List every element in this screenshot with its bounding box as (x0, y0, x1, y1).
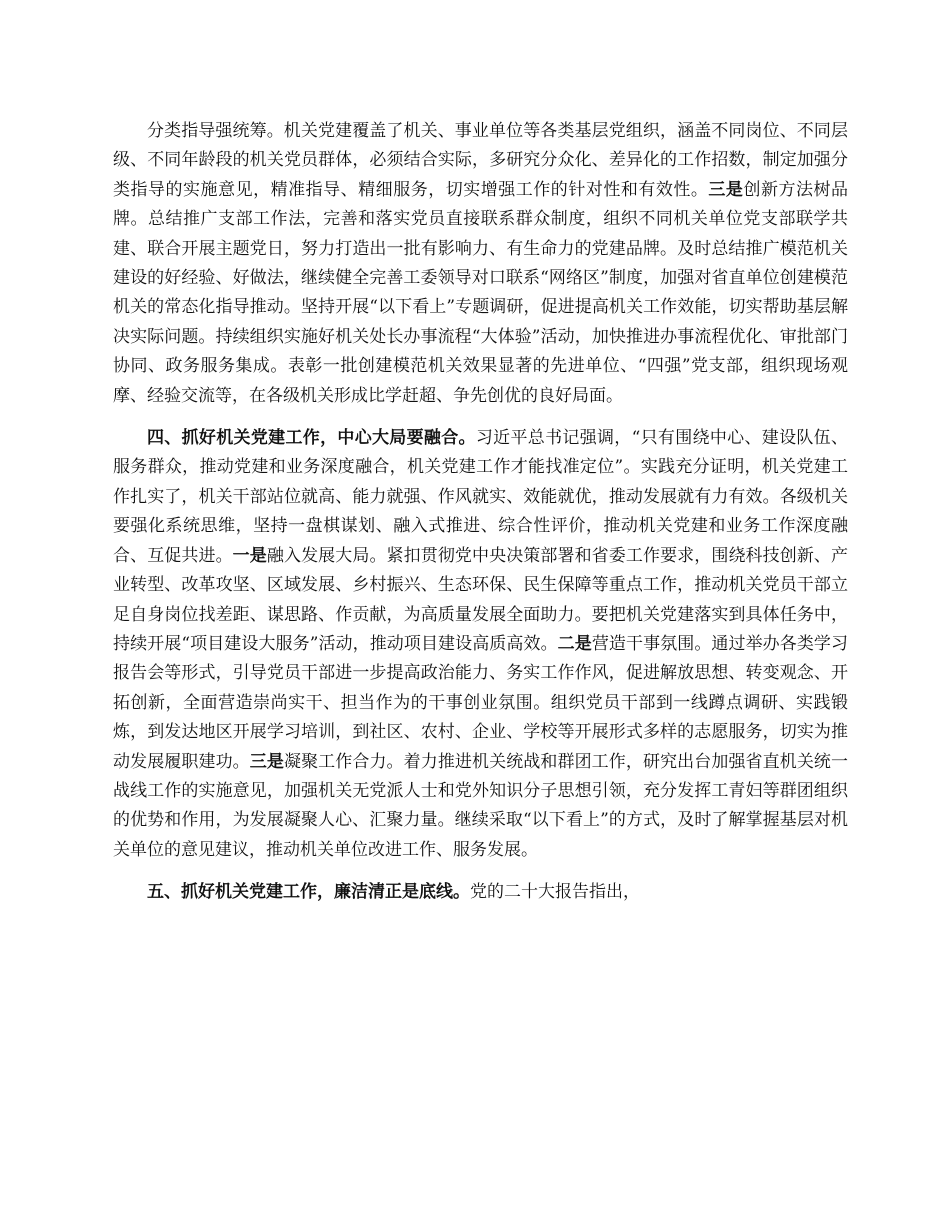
paragraph-text: 凝聚工作合力。着力推进机关统战和群团工作，研究出台加强省直机关统一战线工作的实施意见，加强机关无党派人士和党外知识分子思想引领，充分发挥工青妇等群团组织的优势和作用，为发展凝聚人心、汇聚力量。继续采取“以下看上”的方式，及时了解掌握基层对机关单位的意见建议，推动机关单位改进工作、服务发展。 (113, 751, 849, 860)
ordinal-marker-second: 二是 (557, 633, 592, 654)
section-heading-five: 五、抓好机关党建工作，廉洁清正是底线。 (147, 882, 470, 903)
paragraph-section-four (113, 424, 848, 865)
paragraph-classification-guidance (113, 117, 848, 411)
paragraph-section-five (113, 878, 848, 907)
ordinal-marker-first: 一是 (232, 545, 267, 566)
paragraph-text: 营造干事氛围。通过举办各类学习报告会等形式，引导党员干部进一步提高政治能力、务实工作作风，促进解放思想、转变观念、开拓创新，全面营造崇尚实干、担当作为的干事创业氛围。组织党员干部到一线蹲点调研、实践锻炼，到发达地区开展学习培训，到社区、农村、企业、学校等开展形式多样的志愿服务，切实为推动发展履职建功。 (113, 633, 849, 772)
paragraph-text: 党的二十大报告指出， (470, 882, 640, 903)
paragraph-text: 习近平总书记强调，“只有围绕中心、建设队伍、服务群众，推动党建和业务深度融合，机关党建工作才能找准定位”。实践充分证明，机关党建工作扎实了，机关干部站位就高、能力就强、作风就实、效能就优，推动发展就有力有效。各级机关要强化系统思维，坚持一盘棋谋划、融入式推进、综合性评价，推动机关党建和业务工作深度融合、互促共进。 (113, 428, 848, 566)
ordinal-marker-third: 三是 (708, 179, 744, 200)
paragraph-text: 分类指导强统筹。机关党建覆盖了机关、事业单位等各类基层党组织，涵盖不同岗位、不同层级、不同年龄段的机关党员群体，必须结合实际，多研究分众化、差异化的工作招数，制定加强分类指导的实施意见，精准指导、精细服务，切实增强工作的针对性和有效性。 (113, 121, 848, 200)
section-heading-four: 四、抓好机关党建工作，中心大局要融合。 (147, 428, 476, 449)
paragraph-text: 融入发展大局。紧扣贯彻党中央决策部署和省委工作要求，围绕科技创新、产业转型、改革攻坚、区域发展、乡村振兴、生态环保、民生保障等重点工作，推动机关党员干部立足自身岗位找差距、谋思路、作贡献，为高质量发展全面助力。要把机关党建落实到具体任务中，持续开展“项目建设大服务”活动，推动项目建设高质高效。 (113, 545, 849, 654)
paragraph-text: 创新方法树品牌。总结推广支部工作法，完善和落实党员直接联系群众制度，组织不同机关单位党支部联学共建、联合开展主题党日，努力打造出一批有影响力、有生命力的党建品牌。及时总结推广模范机关建设的好经验、好做法，继续健全完善工委领导对口联系“网络区”制度，加强对省直单位创建模范机关的常态化指导推动。坚持开展“以下看上”专题调研，促进提高机关工作效能，切实帮助基层解决实际问题。持续组织实施好机关处长办事流程“大体验”活动，加快推进办事流程优化、审批部门协同、政务服务集成。表彰一批创建模范机关效果显著的先进单位、“四强”党支部，组织现场观摩、经验交流等，在各级机关形成比学赶超、争先创优的良好局面。 (113, 179, 849, 406)
document-page (113, 117, 848, 908)
ordinal-marker-third: 三是 (249, 751, 284, 772)
